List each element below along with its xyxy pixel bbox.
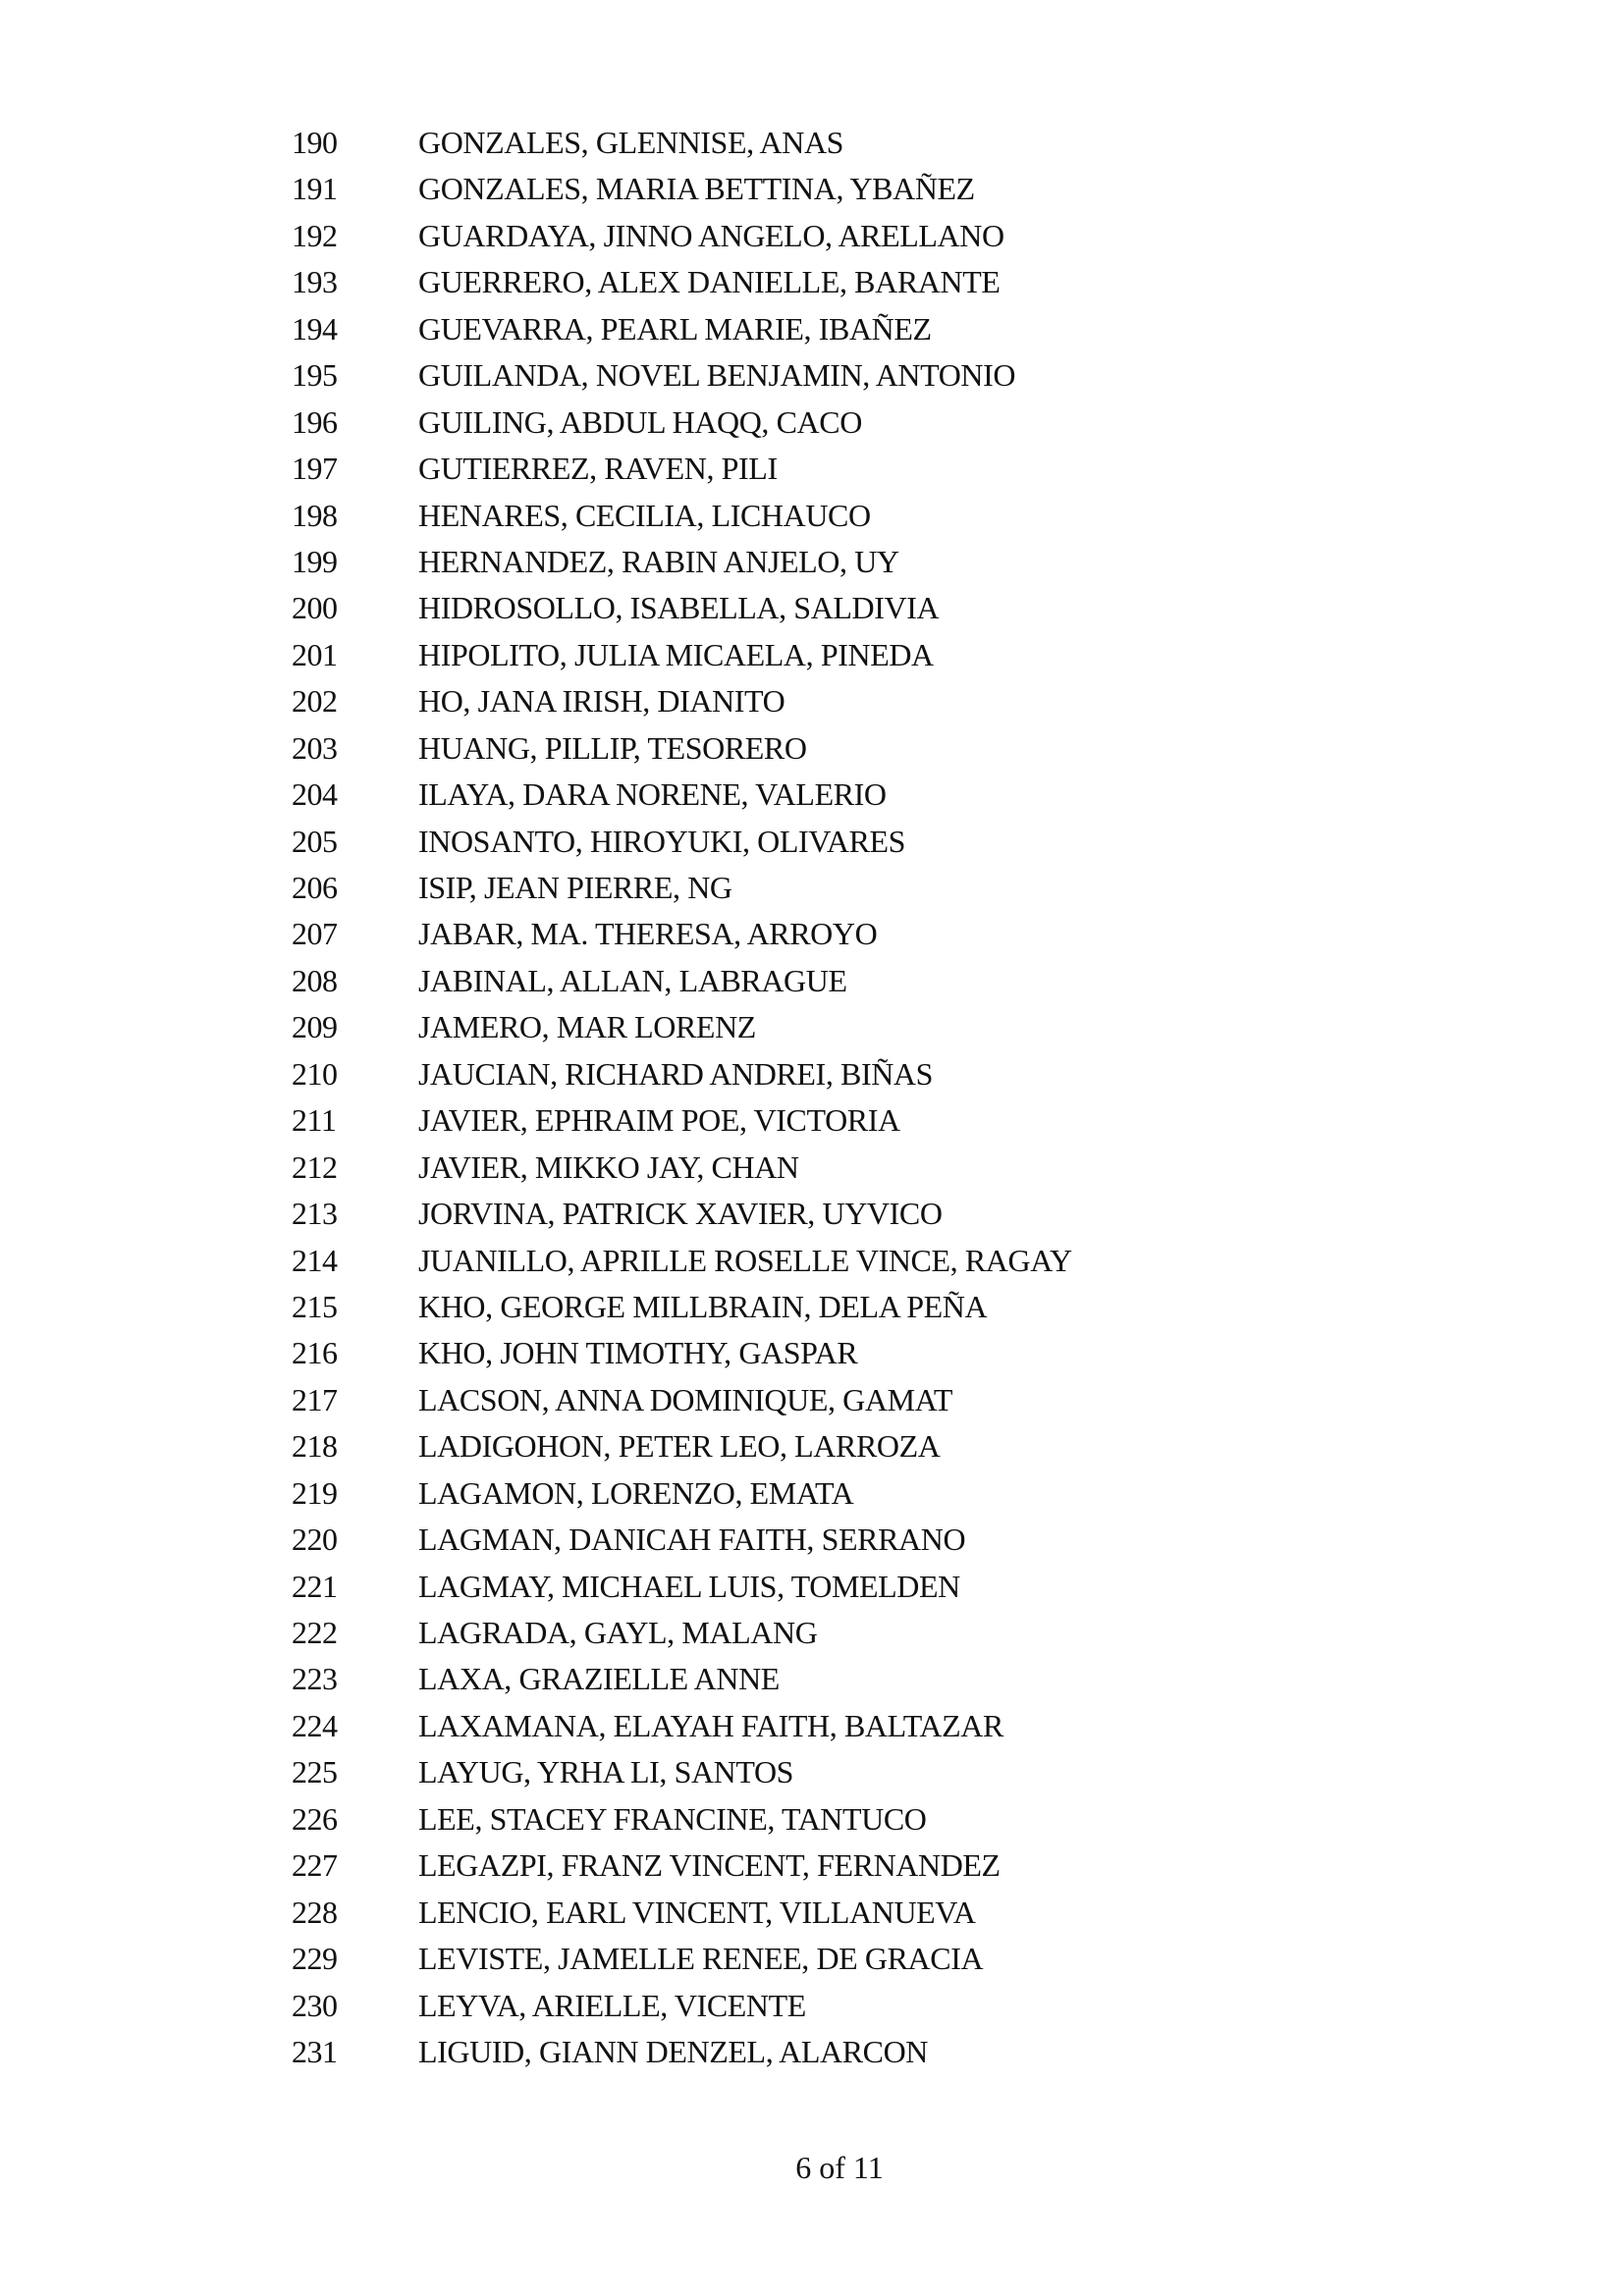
list-item [0, 678, 1624, 724]
entry-number: 191 [292, 171, 338, 207]
entry-name: HO, JANA IRISH, DIANITO [418, 683, 785, 720]
list-item [0, 958, 1624, 1004]
entry-name: HIDROSOLLO, ISABELLA, SALDIVIA [418, 590, 940, 626]
name-list [0, 120, 1624, 2075]
entry-number: 218 [292, 1428, 338, 1465]
entry-number: 192 [292, 217, 338, 253]
entry-number: 196 [292, 403, 338, 440]
list-item [0, 1238, 1624, 1284]
entry-name: LIGUID, GIANN DENZEL, ALARCON [418, 2033, 928, 2069]
entry-number: 219 [292, 1474, 338, 1511]
entry-name: GUILING, ABDUL HAQQ, CACO [418, 403, 862, 440]
entry-number: 230 [292, 1987, 338, 2023]
entry-number: 198 [292, 497, 338, 533]
list-item [0, 725, 1624, 772]
list-item [0, 1842, 1624, 1889]
entry-number: 226 [292, 1800, 338, 1837]
entry-name: LACSON, ANNA DOMINIQUE, GAMAT [418, 1381, 952, 1417]
entry-number: 211 [292, 1102, 337, 1139]
entry-number: 217 [292, 1381, 338, 1417]
entry-number: 190 [292, 125, 338, 160]
entry-name: KHO, JOHN TIMOTHY, GASPAR [418, 1335, 858, 1371]
list-item [0, 1936, 1624, 1982]
list-item [0, 1703, 1624, 1749]
entry-number: 194 [292, 310, 338, 347]
entry-name: LAGMAN, DANICAH FAITH, SERRANO [418, 1522, 966, 1558]
entry-name: LENCIO, EARL VINCENT, VILLANUEVA [418, 1894, 976, 1930]
entry-number: 225 [292, 1754, 338, 1790]
entry-name: LAGRADA, GAYL, MALANG [418, 1615, 818, 1650]
list-item [0, 400, 1624, 446]
entry-name: GUARDAYA, JINNO ANGELO, ARELLANO [418, 217, 1004, 253]
entry-number: 228 [292, 1894, 338, 1930]
entry-name: HIPOLITO, JULIA MICAELA, PINEDA [418, 636, 934, 672]
entry-number: 222 [292, 1615, 338, 1650]
entry-number: 221 [292, 1568, 338, 1604]
entry-number: 231 [292, 2033, 338, 2069]
entry-name: JAMERO, MAR LORENZ [418, 1009, 756, 1045]
list-item [0, 1377, 1624, 1423]
list-item [0, 213, 1624, 259]
entry-number: 209 [292, 1009, 338, 1045]
entry-number: 195 [292, 357, 338, 394]
entry-name: HERNANDEZ, RABIN ANJELO, UY [418, 543, 899, 579]
entry-name: LADIGOHON, PETER LEO, LARROZA [418, 1428, 941, 1465]
entry-number: 202 [292, 683, 338, 720]
entry-name: LEYVA, ARIELLE, VICENTE [418, 1987, 806, 2023]
list-item [0, 1423, 1624, 1469]
list-item [0, 259, 1624, 305]
entry-name: LAXA, GRAZIELLE ANNE [418, 1661, 780, 1697]
list-item [0, 352, 1624, 399]
list-item [0, 911, 1624, 957]
entry-name: LAXAMANA, ELAYAH FAITH, BALTAZAR [418, 1707, 1003, 1743]
entry-name: JAVIER, EPHRAIM POE, VICTORIA [418, 1102, 900, 1139]
entry-name: GUTIERREZ, RAVEN, PILI [418, 451, 778, 487]
entry-number: 229 [292, 1941, 338, 1977]
list-item [0, 120, 1624, 166]
entry-name: LAYUG, YRHA LI, SANTOS [418, 1754, 794, 1790]
entry-name: GUERRERO, ALEX DANIELLE, BARANTE [418, 264, 1001, 300]
entry-name: LAGMAY, MICHAEL LUIS, TOMELDEN [418, 1568, 960, 1604]
list-item [0, 1470, 1624, 1517]
list-item [0, 1284, 1624, 1330]
list-item [0, 865, 1624, 911]
list-item [0, 1004, 1624, 1050]
entry-number: 199 [292, 543, 338, 579]
entry-number: 213 [292, 1196, 338, 1232]
entry-number: 227 [292, 1847, 338, 1884]
list-item [0, 1564, 1624, 1610]
entry-name: JABINAL, ALLAN, LABRAGUE [418, 962, 847, 998]
entry-number: 201 [292, 636, 338, 672]
list-item [0, 1191, 1624, 1237]
list-item [0, 1796, 1624, 1842]
list-item [0, 819, 1624, 865]
list-item [0, 446, 1624, 492]
entry-number: 200 [292, 590, 338, 626]
entry-name: LAGAMON, LORENZO, EMATA [418, 1474, 854, 1511]
entry-number: 197 [292, 451, 338, 487]
entry-number: 203 [292, 729, 338, 766]
entry-number: 212 [292, 1148, 338, 1185]
entry-name: JAUCIAN, RICHARD ANDREI, BIÑAS [418, 1055, 934, 1092]
entry-name: INOSANTO, HIROYUKI, OLIVARES [418, 823, 906, 859]
entry-name: JORVINA, PATRICK XAVIER, UYVICO [418, 1196, 943, 1232]
entry-name: GONZALES, MARIA BETTINA, YBAÑEZ [418, 171, 975, 207]
entry-number: 214 [292, 1242, 338, 1278]
entry-name: JABAR, MA. THERESA, ARROYO [418, 916, 878, 952]
entry-number: 223 [292, 1661, 338, 1697]
list-item [0, 772, 1624, 818]
entry-name: ILAYA, DARA NORENE, VALERIO [418, 776, 887, 813]
list-item [0, 1890, 1624, 1936]
entry-number: 193 [292, 264, 338, 300]
list-item [0, 2029, 1624, 2075]
entry-name: GUILANDA, NOVEL BENJAMIN, ANTONIO [418, 357, 1016, 394]
entry-number: 204 [292, 776, 338, 813]
entry-name: GONZALES, GLENNISE, ANAS [418, 125, 844, 160]
entry-number: 210 [292, 1055, 338, 1092]
entry-number: 207 [292, 916, 338, 952]
entry-name: LEGAZPI, FRANZ VINCENT, FERNANDEZ [418, 1847, 1001, 1884]
entry-name: GUEVARRA, PEARL MARIE, IBAÑEZ [418, 310, 932, 347]
entry-name: LEVISTE, JAMELLE RENEE, DE GRACIA [418, 1941, 984, 1977]
list-item [0, 1517, 1624, 1563]
list-item [0, 1749, 1624, 1795]
list-item [0, 1330, 1624, 1376]
entry-number: 206 [292, 870, 338, 905]
list-item [0, 1051, 1624, 1097]
entry-name: LEE, STACEY FRANCINE, TANTUCO [418, 1800, 927, 1837]
entry-number: 205 [292, 823, 338, 859]
entry-name: HUANG, PILLIP, TESORERO [418, 729, 807, 766]
list-item [0, 493, 1624, 539]
entry-number: 220 [292, 1522, 338, 1558]
entry-name: JUANILLO, APRILLE ROSELLE VINCE, RAGAY [418, 1242, 1072, 1278]
list-item [0, 539, 1624, 585]
list-item [0, 1145, 1624, 1191]
entry-number: 224 [292, 1707, 338, 1743]
entry-number: 215 [292, 1288, 338, 1324]
entry-number: 216 [292, 1335, 338, 1371]
list-item [0, 1097, 1624, 1144]
list-item [0, 1983, 1624, 2029]
entry-name: JAVIER, MIKKO JAY, CHAN [418, 1148, 799, 1185]
list-item [0, 585, 1624, 631]
entry-number: 208 [292, 962, 338, 998]
list-item [0, 306, 1624, 352]
list-item [0, 1610, 1624, 1656]
entry-name: ISIP, JEAN PIERRE, NG [418, 870, 732, 905]
list-item [0, 166, 1624, 212]
page-number: 6 of 11 [795, 2150, 884, 2185]
list-item [0, 632, 1624, 678]
list-item [0, 1656, 1624, 1702]
entry-name: HENARES, CECILIA, LICHAUCO [418, 497, 871, 533]
entry-name: KHO, GEORGE MILLBRAIN, DELA PEÑA [418, 1288, 988, 1324]
